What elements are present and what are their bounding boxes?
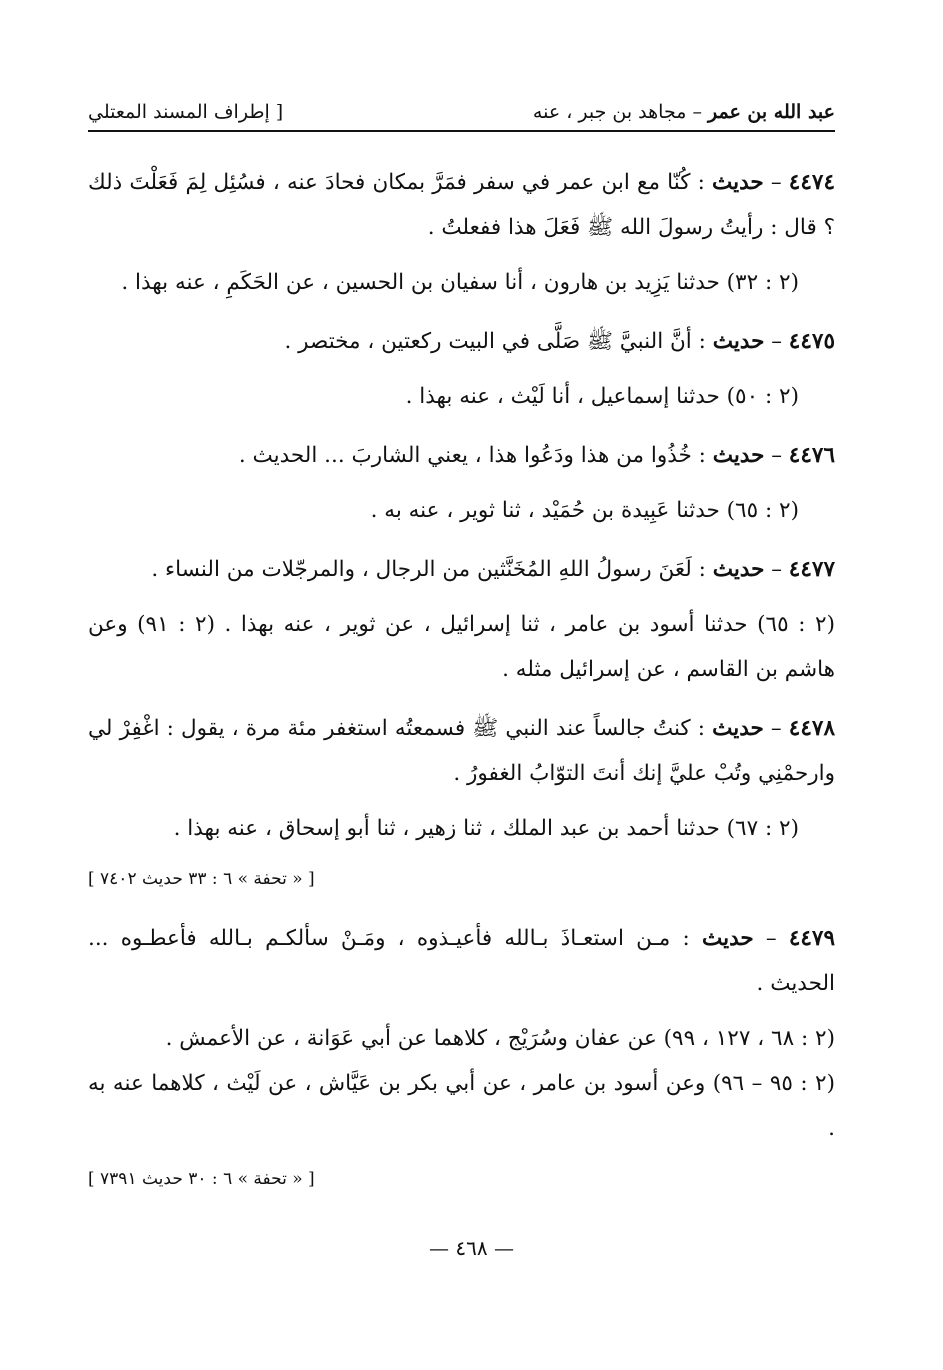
hadith-source: (٢ : ٦٥) حدثنا عَبِيدة بن حُمَيْد ، ثنا ثوير ، عنه به . [370, 498, 799, 523]
hadith-label: حديث [712, 716, 764, 741]
hadith-source: (٢ : ٥٠) حدثنا إسماعيل ، أنا لَيْث ، عنه بهذا . [405, 384, 799, 409]
header-chapter [533, 103, 835, 122]
hadith-label: حديث [701, 926, 754, 951]
hadith-text: : كُنّا مع ابن عمر في سفر فمَرَّ بمكان فحادَ عنه ، فسُئِل لِمَ فَعَلْتَ ذلك ؟ قال : رأيتُ رسولَ الله ﷺ فَعَلَ هذا ففعلتُ . [88, 170, 835, 240]
hadith-label: حديث [712, 557, 765, 582]
hadith-text: : أنَّ النبيَّ ﷺ صَلَّى في البيت ركعتين ، مختصر . [284, 329, 713, 354]
tuhfa-reference-text: [ « تحفة » ٦ : ٣٣ حديث ٧٤٠٢ ] [88, 869, 315, 889]
hadith-entry: ٤٤٧٧ – حديث : لَعَنَ رسولُ اللهِ المُخَنَّثين من الرجال ، والمرجّلات من النساء . [151, 557, 835, 582]
tuhfa-reference [88, 1157, 835, 1202]
page-number: — ٤٦٨ — [429, 1236, 514, 1260]
hadith-text: : كنتُ جالساً عند النبي ﷺ فسمعتُه استغفر مئة مرة ، يقول : اغْفِرْ لي وارحمْنِي وتُبْ عليَّ إنك أنتَ التوّابُ الغفورُ . [88, 716, 835, 786]
header-chapter-name: عبد الله بن عمر [708, 101, 835, 123]
hadith-source: (٢ : ٩٥ – ٩٦) وعن أسود بن عامر ، عن أبي بكر بن عَيَّاش ، عن لَيْث ، كلاهما عنه به . [88, 1071, 835, 1141]
hadith-label: حديث [712, 170, 764, 195]
page-body [88, 160, 835, 1202]
hadith-text: : لَعَنَ رسولُ اللهِ المُخَنَّثين من الرجال ، والمرجّلات من النساء . [151, 557, 713, 582]
hadith-source: (٢ : ٦٨ ، ١٢٧ ، ٩٩) عن عفان وسُرَيْج ، كلاهما عن أبي عَوَانة ، عن الأعمش . [165, 1026, 835, 1051]
hadith-label: حديث [712, 443, 765, 468]
hadith-number: ٤٤٧٦ [788, 443, 835, 468]
hadith-source: (٢ : ٣٢) حدثنا يَزِيد بن هارون ، أنا سفيان بن الحسين ، عن الحَكَمِ ، عنه بهذا . [121, 270, 799, 295]
hadith-entry: ٤٤٧٦ – حديث : خُذُوا من هذا ودَعُوا هذا ، يعني الشاربَ ... الحديث . [238, 443, 835, 468]
tuhfa-reference-text: [ « تحفة » ٦ : ٣٠ حديث ٧٣٩١ ] [88, 1169, 315, 1189]
hadith-entry: ٤٤٧٤ – حديث : كُنّا مع ابن عمر في سفر فمَرَّ بمكان فحادَ عنه ، فسُئِل لِمَ فَعَلْتَ ذلك ؟ قال : رأيتُ رسولَ الله ﷺ فَعَلَ هذا ففعلتُ . [88, 170, 835, 240]
hadith-entry: ٤٤٧٨ – حديث : كنتُ جالساً عند النبي ﷺ فسمعتُه استغفر مئة مرة ، يقول : اغْفِرْ لي وارحمْنِي وتُبْ عليَّ إنك أنتَ التوّابُ الغفورُ . [88, 716, 835, 786]
hadith-source: (٢ : ٦٧) حدثنا أحمد بن عبد الملك ، ثنا زهير ، ثنا أبو إسحاق ، عنه بهذا . [173, 816, 799, 841]
hadith-entry: ٤٤٧٩ – حديث : مـن استعـاذَ بـالله فأعيـذوه ، ومَـنْ سألكـم بـالله فأعطـوه ... الحديث . [88, 926, 836, 996]
tuhfa-reference [88, 857, 835, 902]
hadith-number: ٤٤٧٨ [788, 716, 835, 741]
running-header [88, 92, 835, 132]
header-chapter-chain: – مجاهد بن جبر ، عنه [532, 101, 708, 123]
hadith-entry: ٤٤٧٥ – حديث : أنَّ النبيَّ ﷺ صَلَّى في البيت ركعتين ، مختصر . [284, 329, 835, 354]
hadith-number: ٤٤٧٩ [788, 926, 836, 951]
hadith-number: ٤٤٧٤ [788, 170, 835, 195]
header-book-title: [ إطراف المسند المعتلي [88, 101, 284, 123]
hadith-number: ٤٤٧٥ [788, 329, 835, 354]
hadith-source: (٢ : ٦٥) حدثنا أسود بن عامر ، ثنا إسرائيل ، عن ثوير ، عنه بهذا . (٢ : ٩١) وعن هاشم بن القاسم ، عن إسرائيل مثله . [88, 612, 835, 682]
hadith-text: : مـن استعـاذَ بـالله فأعيـذوه ، ومَـنْ سألكـم بـالله فأعطـوه ... الحديث . [88, 926, 835, 996]
hadith-label: حديث [712, 329, 765, 354]
hadith-number: ٤٤٧٧ [788, 557, 835, 582]
hadith-text: : خُذُوا من هذا ودَعُوا هذا ، يعني الشاربَ ... الحديث . [238, 443, 713, 468]
